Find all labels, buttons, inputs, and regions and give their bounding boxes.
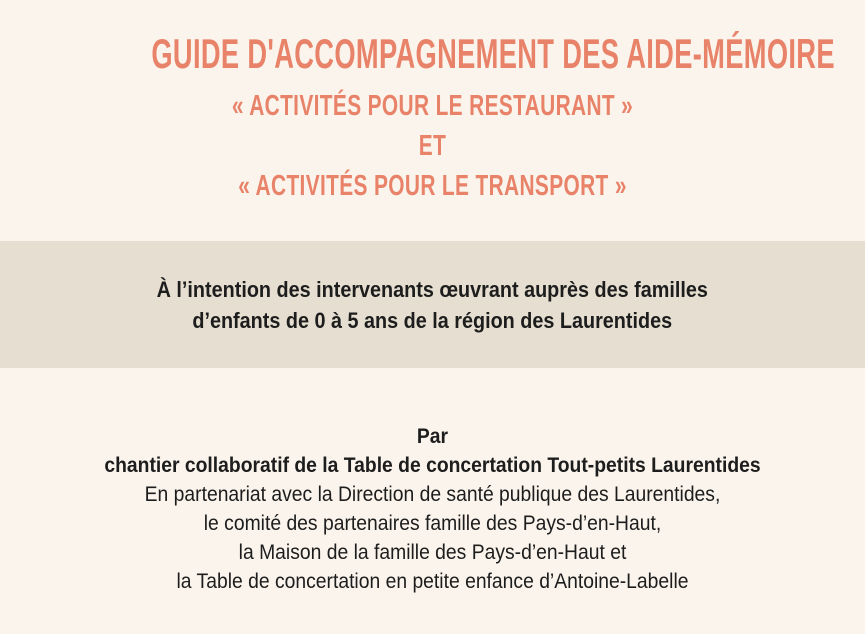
title-block — [0, 0, 865, 201]
byline-partner-line: la Table de concertation en petite enfance d’Antoine-Labelle — [176, 570, 689, 593]
subtitle-transport: « ACTIVITÉS POUR LE TRANSPORT » — [238, 170, 627, 202]
byline-partner-line: En partenariat avec la Direction de santé publique des Laurentides, — [144, 483, 721, 506]
audience-text-line1: À l’intention des intervenants œuvrant auprès des familles — [156, 276, 709, 302]
audience-text-line2: d’enfants de 0 à 5 ans de la région des Laurentides — [192, 307, 673, 333]
audience-text — [157, 274, 708, 336]
subtitle-restaurant: « ACTIVITÉS POUR LE RESTAURANT » — [231, 90, 634, 122]
byline-block — [35, 422, 831, 596]
audience-band — [0, 241, 865, 368]
byline-author: chantier collaboratif de la Table de concertation Tout-petits Laurentides — [104, 454, 761, 477]
byline-par-label: Par — [416, 425, 449, 448]
byline-partner-line: la Maison de la famille des Pays-d’en-Haut et — [238, 541, 627, 564]
document-title: GUIDE D'ACCOMPAGNEMENT DES AIDE-MÉMOIRE — [151, 30, 835, 77]
subtitle-et: ET — [418, 130, 447, 162]
byline-partner-line: le comité des partenaires famille des Pays-d’en-Haut, — [203, 512, 662, 535]
